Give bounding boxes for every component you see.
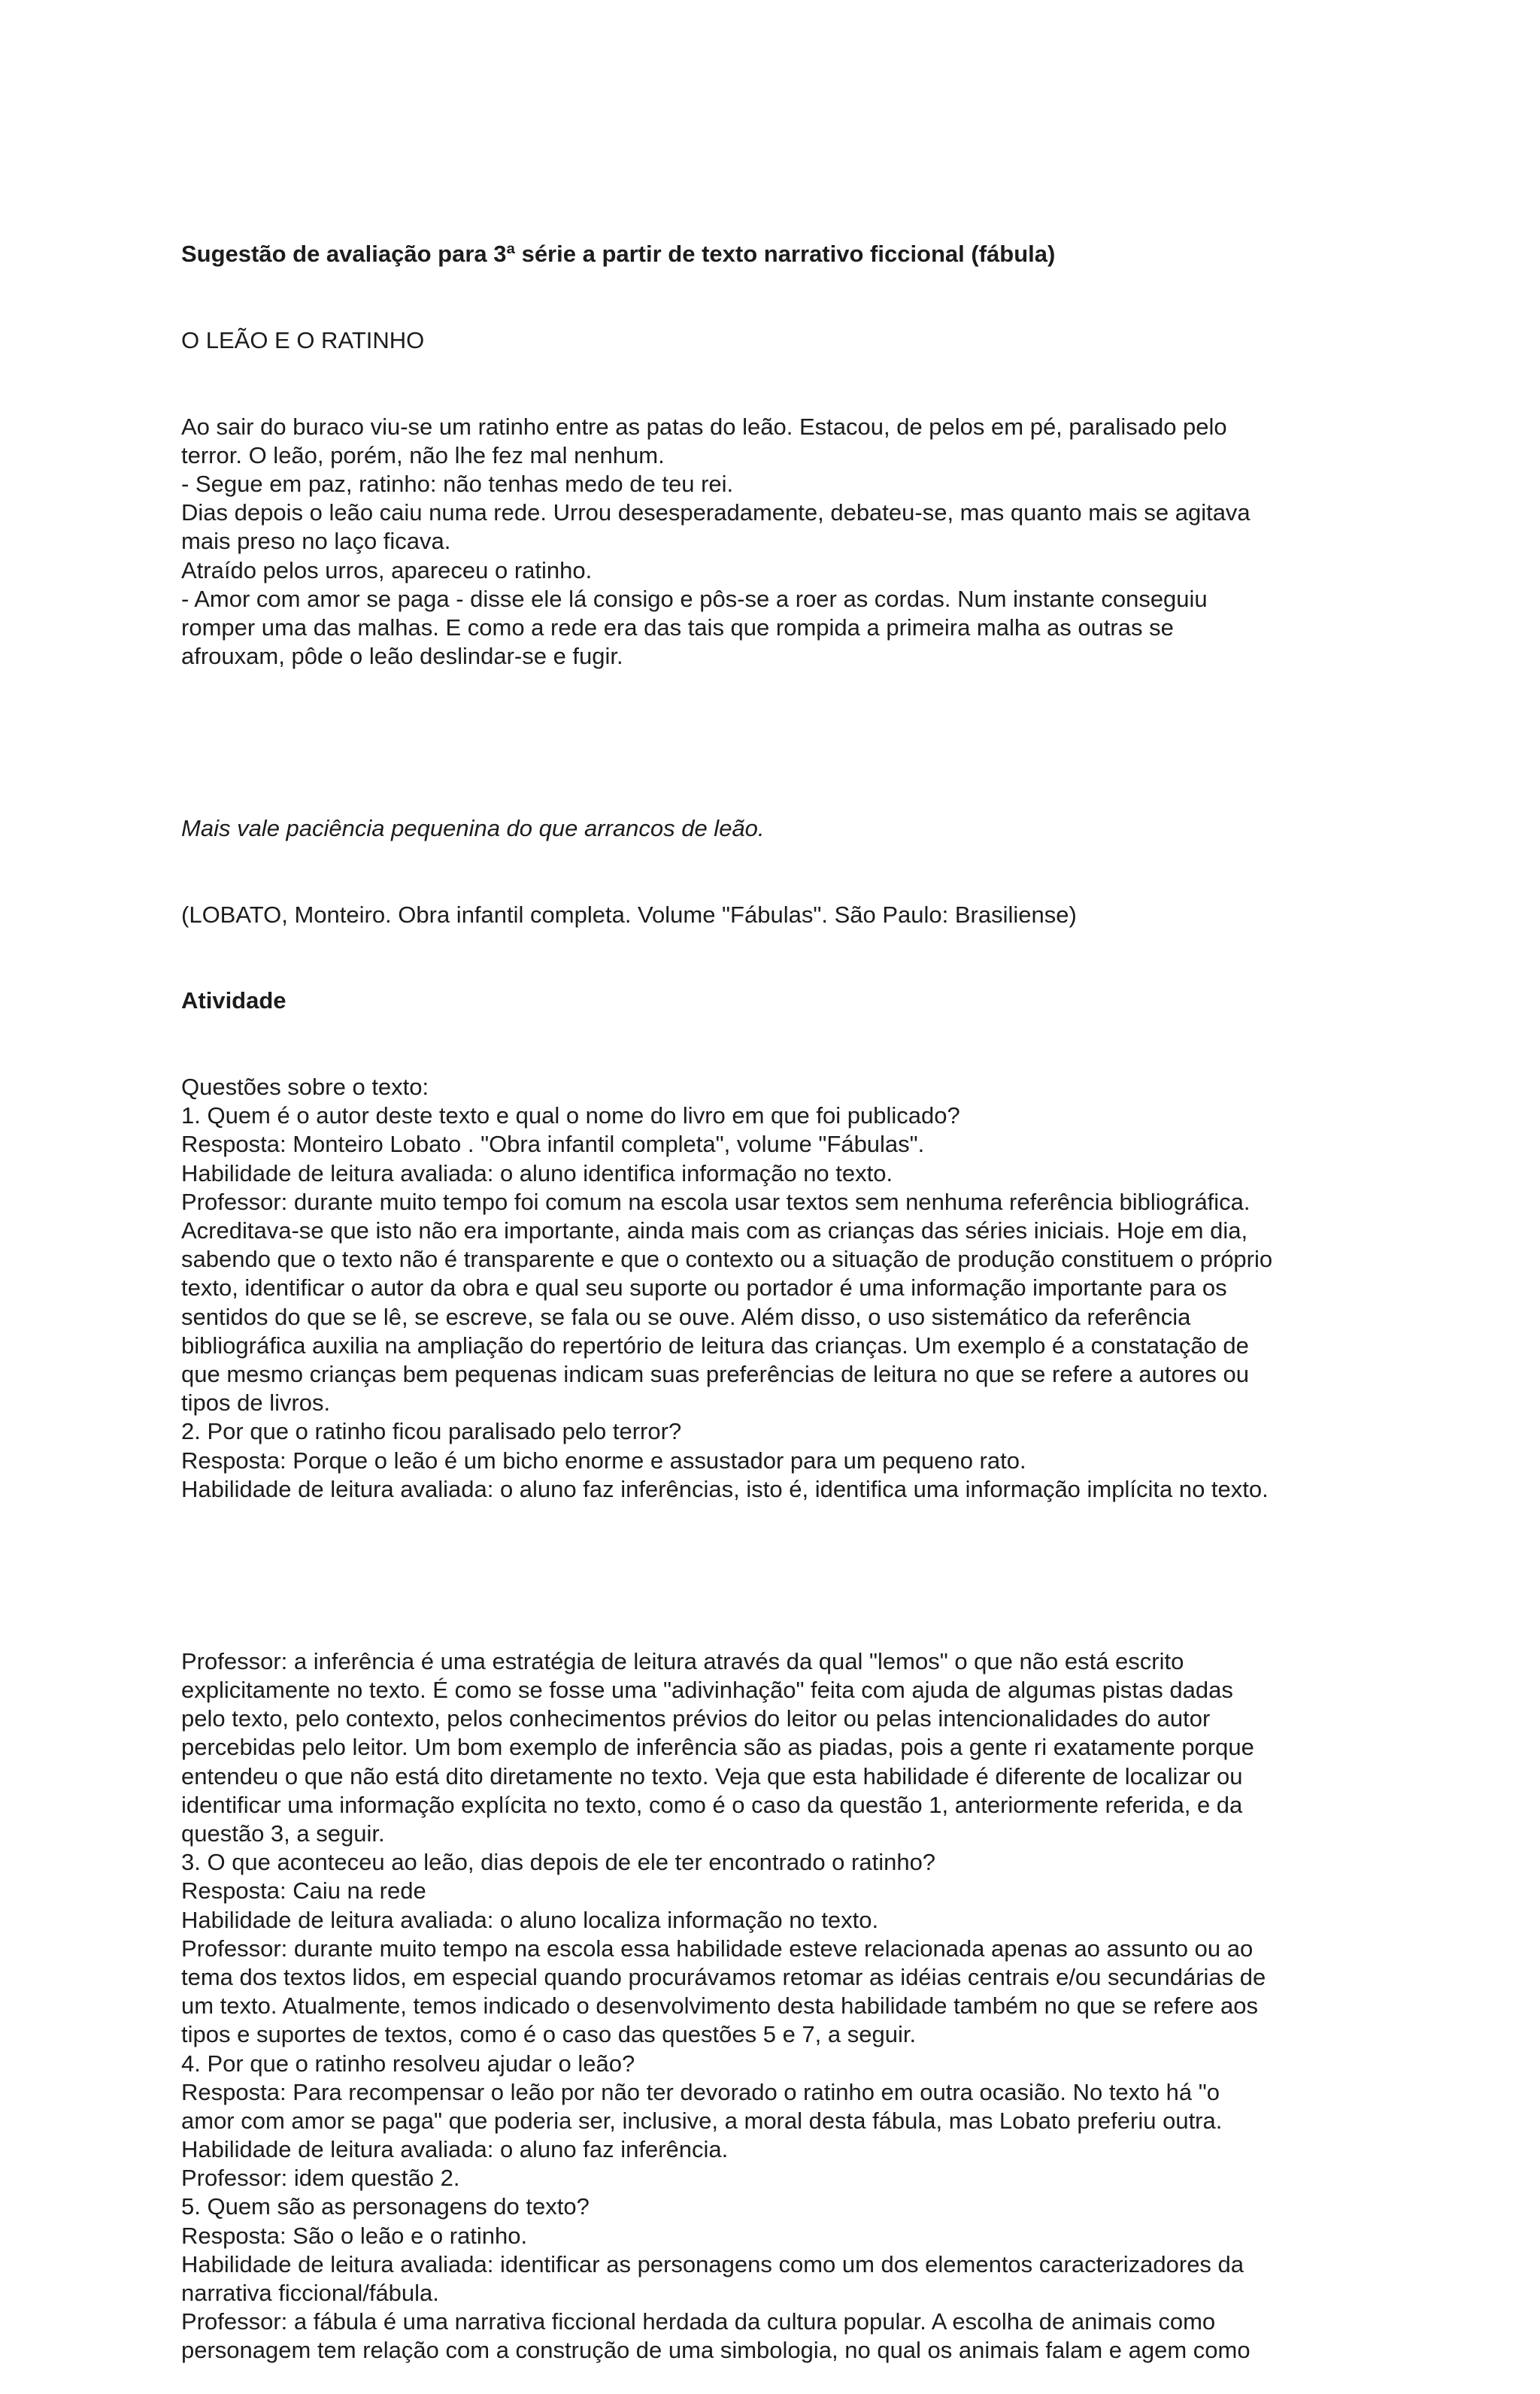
activity-line: tipos e suportes de textos, como é o caso das questões 5 e 7, a seguir.	[181, 2021, 917, 2048]
activity-line: questão 3, a seguir.	[181, 1820, 385, 1847]
activity-line: Habilidade de leitura avaliada: o aluno faz inferência.	[181, 2136, 729, 2163]
fable-line: - Segue em paz, ratinho: não tenhas medo de teu rei.	[181, 470, 734, 497]
activity-line: Acreditava-se que isto não era importante, ainda mais com as crianças das séries iniciais. Hoje em dia,	[181, 1217, 1248, 1244]
activity-text-continued	[181, 1647, 1384, 2365]
fable-text	[181, 413, 1384, 671]
activity-line: Professor: idem questão 2.	[181, 2165, 460, 2192]
activity-line: percebidas pelo leitor. Um bom exemplo de inferência são as piadas, pois a gente ri exatamente porque	[181, 1734, 1254, 1761]
fable-line: Dias depois o leão caiu numa rede. Urrou desesperadamente, debateu-se, mas quanto mais se agitava	[181, 499, 1250, 526]
document-title: Sugestão de avaliação para 3ª série a partir de texto narrativo ficcional (fábula)	[181, 241, 1056, 268]
activity-line: Resposta: Caiu na rede	[181, 1877, 426, 1905]
activity-line: Resposta: Para recompensar o leão por não ter devorado o ratinho em outra ocasião. No texto há "o	[181, 2078, 1220, 2105]
activity-line: Habilidade de leitura avaliada: o aluno identifica informação no texto.	[181, 1159, 893, 1186]
activity-line: texto, identificar o autor da obra e qual seu suporte ou portador é uma informação importante para os	[181, 1274, 1227, 1302]
activity-line: pelo texto, pelo contexto, pelos conhecimentos prévios do leitor ou pelas intencionalidades do autor	[181, 1705, 1211, 1732]
activity-line: Habilidade de leitura avaliada: o aluno faz inferências, isto é, identifica uma informação implícita no texto.	[181, 1475, 1269, 1502]
activity-line: Professor: durante muito tempo na escola essa habilidade esteve relacionada apenas ao assunto ou ao	[181, 1935, 1254, 1962]
activity-line: Habilidade de leitura avaliada: o aluno localiza informação no texto.	[181, 1906, 879, 1933]
fable-moral: Mais vale paciência pequenina do que arrancos de leão.	[181, 815, 765, 842]
activity-line: Professor: a fábula é uma narrativa ficcional herdada da cultura popular. A escolha de animais como	[181, 2308, 1216, 2335]
activity-line: 3. O que aconteceu ao leão, dias depois de ele ter encontrado o ratinho?	[181, 1849, 936, 1876]
fable-line: - Amor com amor se paga - disse ele lá consigo e pôs-se a roer as cordas. Num instante conseguiu	[181, 585, 1208, 612]
activity-line: 2. Por que o ratinho ficou paralisado pelo terror?	[181, 1418, 682, 1445]
activity-line: tipos de livros.	[181, 1389, 331, 1417]
activity-line: sentidos do que se lê, se escreve, se fala ou se ouve. Além disso, o uso sistemático da referência	[181, 1303, 1191, 1330]
activity-line: Resposta: Porque o leão é um bicho enorme e assustador para um pequeno rato.	[181, 1447, 1026, 1474]
fable-title: O LEÃO E O RATINHO	[181, 327, 425, 353]
activity-heading: Atividade	[181, 987, 286, 1014]
fable-line: afrouxam, pôde o leão deslindar-se e fugir.	[181, 643, 623, 670]
activity-line: entendeu o que não está dito diretamente no texto. Veja que esta habilidade é diferente de localizar ou	[181, 1762, 1243, 1789]
activity-line: identificar uma informação explícita no texto, como é o caso da questão 1, anteriormente referida, e da	[181, 1791, 1243, 1818]
activity-line: Habilidade de leitura avaliada: identificar as personagens como um dos elementos caracterizadores da	[181, 2250, 1244, 2277]
activity-line: Professor: a inferência é uma estratégia de leitura através da qual "lemos" o que não está escrito	[181, 1647, 1184, 1674]
activity-line: tema dos textos lidos, em especial quando procurávamos retomar as idéias centrais e/ou secundárias de	[181, 1963, 1266, 1990]
activity-line: explicitamente no texto. É como se fosse uma "adivinhação" feita com ajuda de algumas pistas dadas	[181, 1677, 1233, 1704]
spacer	[181, 1561, 1384, 1589]
activity-line: Questões sobre o texto:	[181, 1074, 429, 1101]
activity-line: que mesmo crianças bem pequenas indicam suas preferências de leitura no que se refere a autores ou	[181, 1360, 1249, 1387]
activity-line: narrativa ficcional/fábula.	[181, 2280, 439, 2306]
fable-line: Atraído pelos urros, apareceu o ratinho.	[181, 556, 593, 583]
activity-line: amor com amor se paga" que poderia ser, inclusive, a moral desta fábula, mas Lobato preferiu outra.	[181, 2107, 1223, 2134]
activity-line: Resposta: Monteiro Lobato . "Obra infantil completa", volume "Fábulas".	[181, 1131, 925, 1158]
activity-line: Resposta: São o leão e o ratinho.	[181, 2222, 528, 2249]
document-page	[181, 183, 1384, 2394]
fable-line: terror. O leão, porém, não lhe fez mal nenhum.	[181, 441, 665, 468]
activity-line: um texto. Atualmente, temos indicado o desenvolvimento desta habilidade também no que se refere aos	[181, 1992, 1259, 2020]
activity-line: bibliográfica auxilia na ampliação do repertório de leitura das crianças. Um exemplo é a constatação de	[181, 1332, 1249, 1359]
fable-line: romper uma das malhas. E como a rede era das tais que rompida a primeira malha as outras se	[181, 614, 1174, 641]
activity-text	[181, 1073, 1384, 1504]
activity-line: 4. Por que o ratinho resolveu ajudar o leão?	[181, 2050, 635, 2077]
fable-line: mais preso no laço ficava.	[181, 528, 451, 555]
bibliographic-reference: (LOBATO, Monteiro. Obra infantil completa. Volume "Fábulas". São Paulo: Brasiliense)	[181, 901, 1077, 928]
spacer	[181, 729, 1384, 757]
activity-line: Professor: durante muito tempo foi comum na escola usar textos sem nenhuma referência bibliográfica.	[181, 1188, 1250, 1215]
activity-line: personagem tem relação com a construção de uma simbologia, no qual os animais falam e agem como	[181, 2337, 1250, 2364]
activity-line: sabendo que o texto não é transparente e que o contexto ou a situação de produção constituem o próprio	[181, 1246, 1273, 1273]
fable-line: Ao sair do buraco viu-se um ratinho entre as patas do leão. Estacou, de pelos em pé, paralisado pelo	[181, 413, 1227, 440]
activity-line: 1. Quem é o autor deste texto e qual o nome do livro em que foi publicado?	[181, 1102, 960, 1129]
activity-line: 5. Quem são as personagens do texto?	[181, 2193, 590, 2220]
